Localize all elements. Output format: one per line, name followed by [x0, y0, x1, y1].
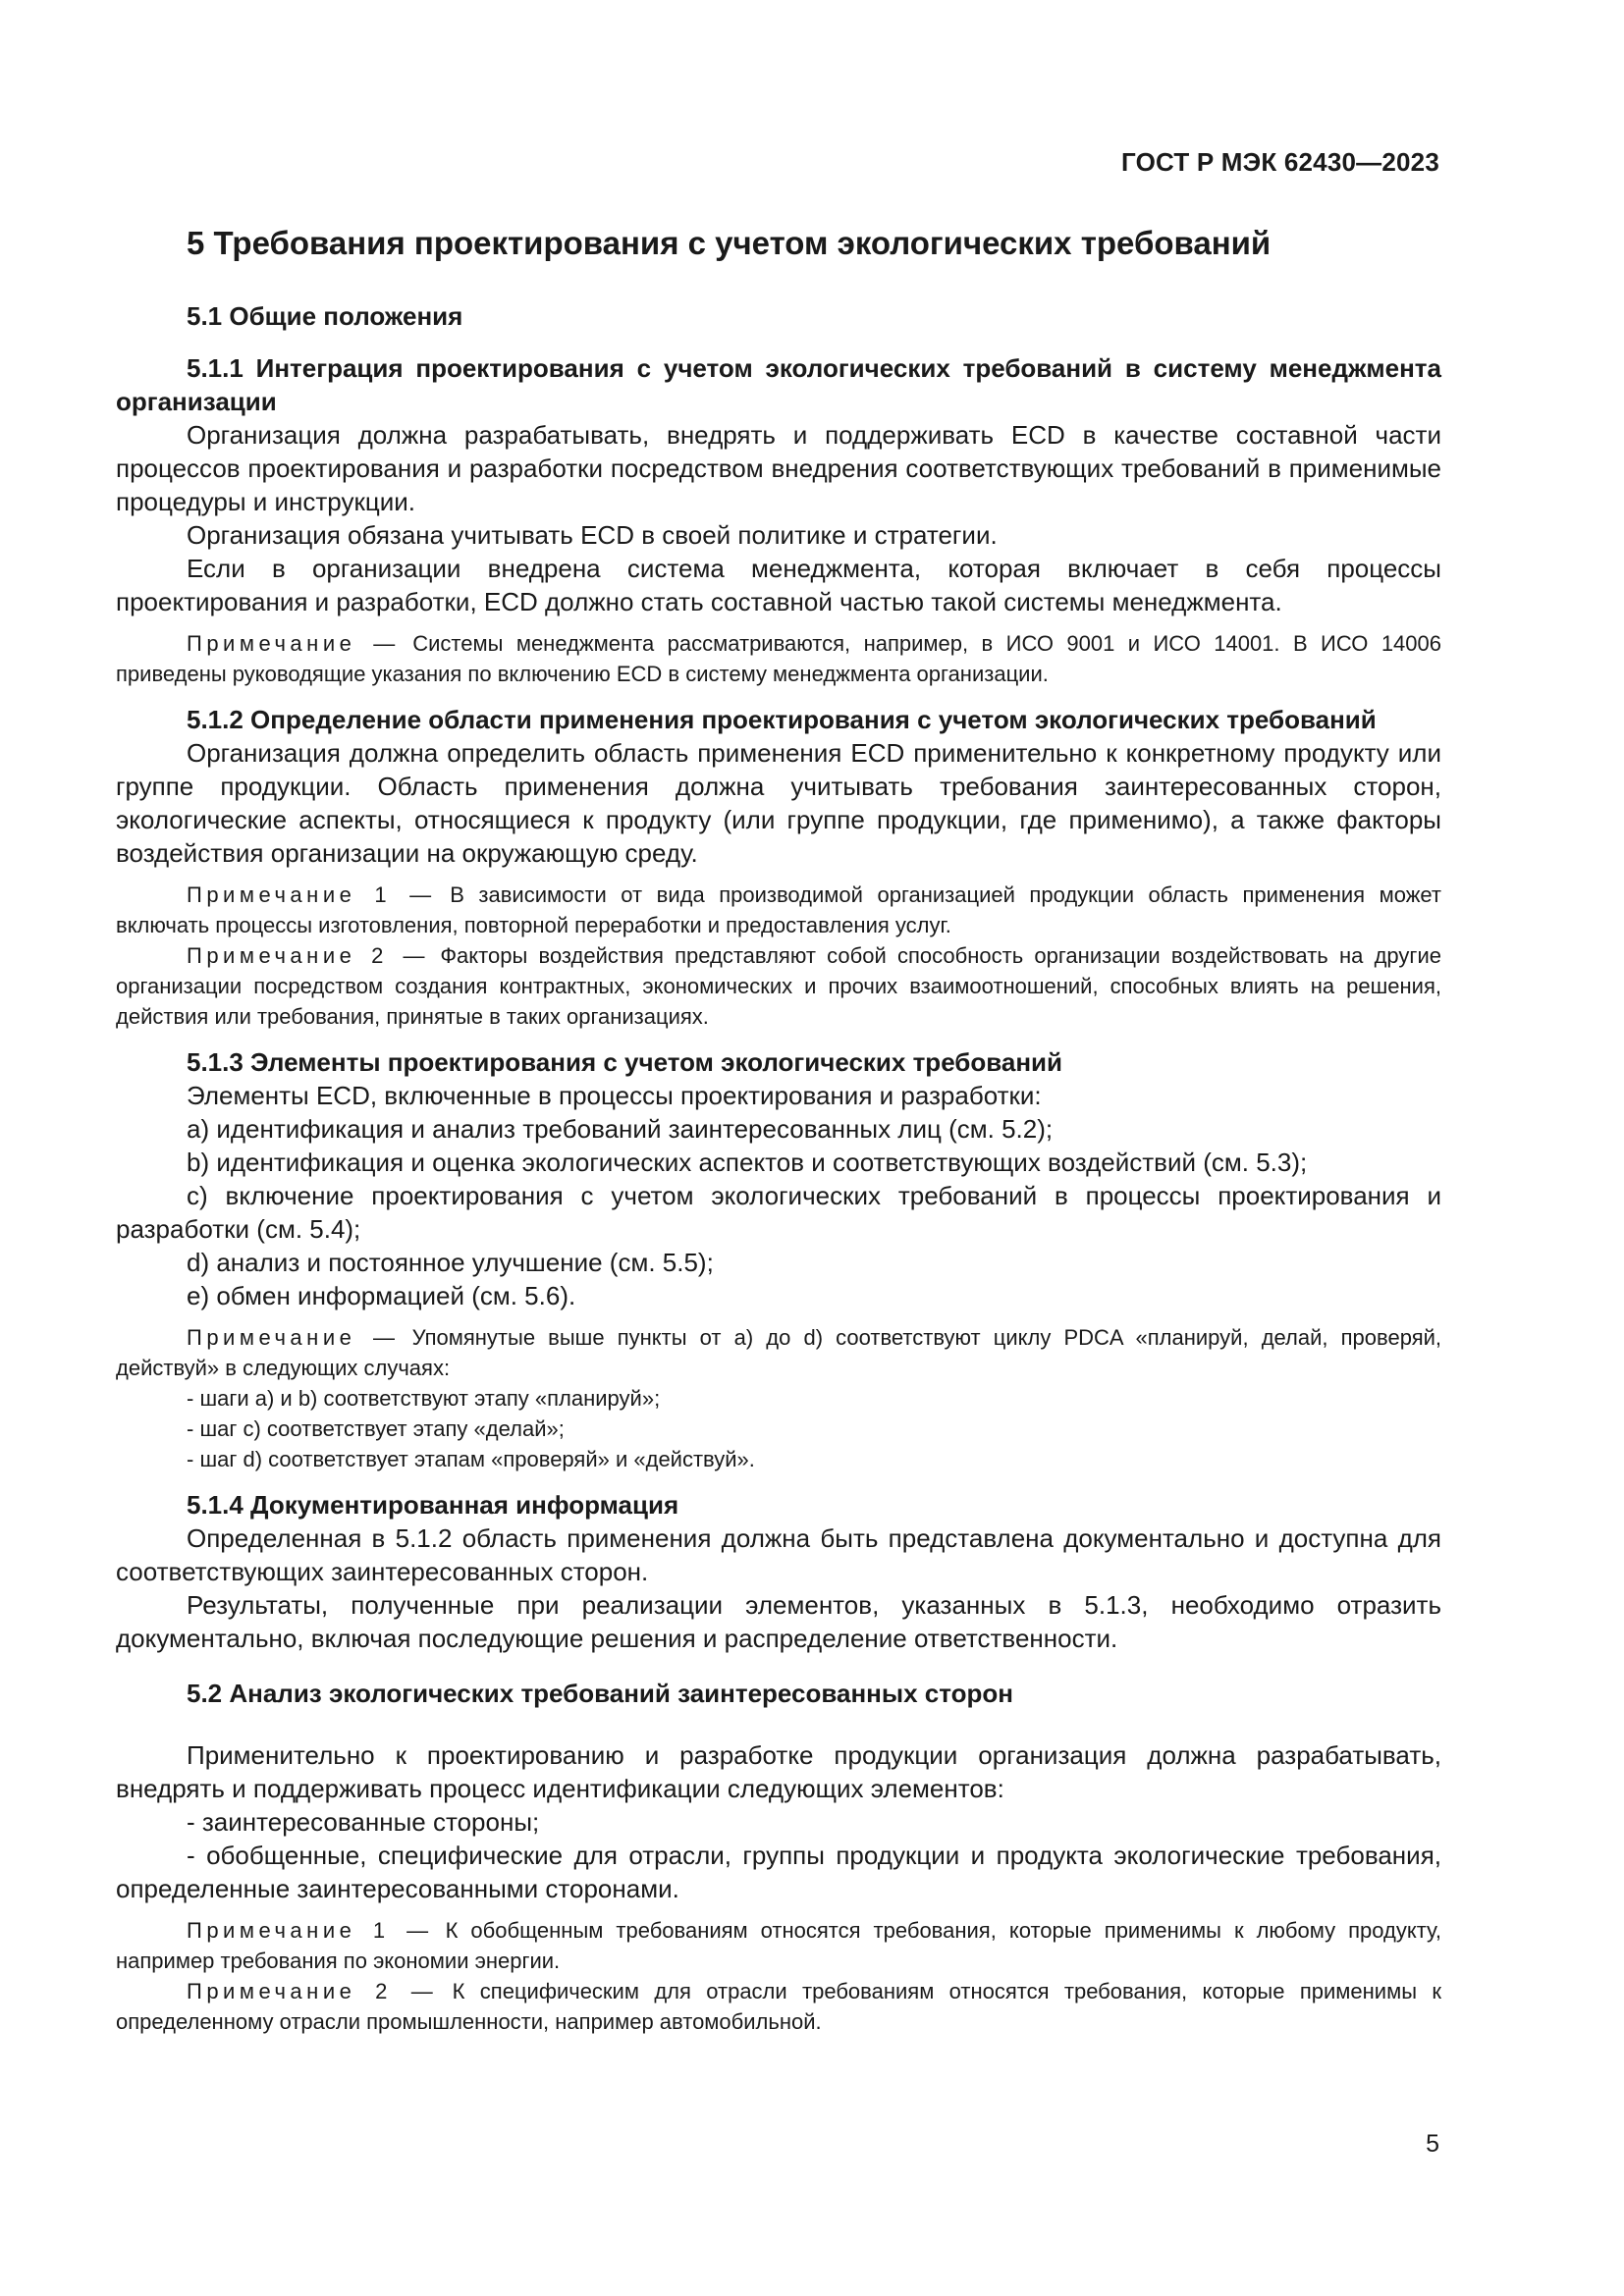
note-label: Примечание —	[187, 631, 400, 656]
paragraph: Организация должна разрабатывать, внедрять и поддерживать ECD в качестве составной части процессов проектирования и разработки посредством внедрения соответствующих требований в применимые процедуры и инструкции.	[116, 420, 1441, 516]
note-label: Примечание 1 —	[187, 882, 436, 907]
list-item: - заинтересованные стороны;	[187, 1807, 540, 1837]
note	[116, 1976, 1441, 2037]
list-item: e) обмен информацией (см. 5.6).	[187, 1281, 576, 1310]
paragraph: Элементы ECD, включенные в процессы проектирования и разработки:	[187, 1081, 1042, 1110]
note-text: Факторы воздействия представляют собой способность организации воздействовать на другие организации посредством создания контрактных, экономических и прочих взаимоотношений, способных влиять на решения, действия или требования, принятые в таких организациях.	[116, 943, 1441, 1029]
note-list-item: - шаг d) соответствует этапам «проверяй» и «действуй».	[187, 1447, 755, 1471]
note-text: В зависимости от вида производимой организацией продукции область применения может включать процессы изготовления, повторной переработки и предоставления услуг.	[116, 882, 1441, 937]
list-item: b) идентификация и оценка экологических аспектов и соответствующих воздействий (см. 5.3);	[187, 1148, 1308, 1177]
section-5-1-1-title: 5.1.1 Интеграция проектирования с учетом экологических требований в систему менеджмента организации	[116, 353, 1441, 416]
note	[116, 1322, 1441, 1383]
section-5-1-2-title: 5.1.2 Определение области применения проектирования с учетом экологических требований	[187, 705, 1377, 734]
page-content	[116, 221, 1441, 2037]
page-number: 5	[1426, 2130, 1439, 2158]
paragraph: Организация обязана учитывать ECD в своей политике и стратегии.	[187, 520, 998, 550]
section-5-2-title: 5.2 Анализ экологических требований заинтересованных сторон	[187, 1679, 1013, 1708]
note-list-item: - шаги a) и b) соответствуют этапу «планируй»;	[187, 1386, 661, 1411]
note-label: Примечание 1 —	[187, 1918, 433, 1943]
note-text: К специфическим для отрасли требованиям относятся требования, которые применимы к определенному отрасли промышленности, например автомобильной.	[116, 1979, 1441, 2034]
paragraph: Результаты, полученные при реализации элементов, указанных в 5.1.3, необходимо отразить документально, включая последующие решения и распределение ответственности.	[116, 1590, 1441, 1653]
paragraph: Если в организации внедрена система менеджмента, которая включает в себя процессы проектирования и разработки, ECD должно стать составной частью такой системы менеджмента.	[116, 554, 1441, 616]
paragraph: Применительно к проектированию и разработке продукции организация должна разрабатывать, внедрять и поддерживать процесс идентификации следующих элементов:	[116, 1740, 1441, 1803]
section-5-1-4-title: 5.1.4 Документированная информация	[187, 1490, 679, 1520]
note	[116, 628, 1441, 689]
list-item: c) включение проектирования с учетом экологических требований в процессы проектирования и разработки (см. 5.4);	[116, 1181, 1441, 1244]
note-text: К обобщенным требованиям относятся требования, которые применимы к любому продукту, например требования по экономии энергии.	[116, 1918, 1441, 1973]
list-item: a) идентификация и анализ требований заинтересованных лиц (см. 5.2);	[187, 1114, 1054, 1144]
note	[116, 1915, 1441, 1976]
note-list-item: - шаг c) соответствует этапу «делай»;	[187, 1416, 565, 1441]
note-text: Упомянутые выше пункты от a) до d) соответствуют циклу PDCA «планируй, делай, проверяй, действуй» в следующих случаях:	[116, 1325, 1442, 1380]
note	[116, 880, 1441, 940]
note-label: Примечание 2 —	[187, 1979, 438, 2003]
document-code-header: ГОСТ Р МЭК 62430—2023	[1120, 147, 1439, 177]
note-label: Примечание 2 —	[187, 943, 430, 968]
section-5-1-3-title: 5.1.3 Элементы проектирования с учетом экологических требований	[187, 1047, 1063, 1077]
section-5-title: 5 Требования проектирования с учетом экологических требований	[187, 225, 1272, 261]
paragraph: Определенная в 5.1.2 область применения должна быть представлена документально и доступна для соответствующих заинтересованных сторон.	[116, 1523, 1441, 1586]
list-item: d) анализ и постоянное улучшение (см. 5.5);	[187, 1248, 714, 1277]
paragraph: Организация должна определить область применения ECD применительно к конкретному продукту или группе продукции. Область применения должна учитывать требования заинтересованных сторон, экологические аспекты, относящиеся к продукту (или группе продукции, где применимо), а также факторы воздействия организации на окружающую среду.	[116, 738, 1441, 868]
list-item: - обобщенные, специфические для отрасли, группы продукции и продукта экологические требования, определенные заинтересованными сторонами.	[116, 1841, 1441, 1903]
note-label: Примечание —	[187, 1325, 400, 1350]
section-5-1-title: 5.1 Общие положения	[187, 301, 463, 331]
note-text: Системы менеджмента рассматриваются, например, в ИСО 9001 и ИСО 14001. В ИСО 14006 приведены руководящие указания по включению ECD в систему менеджмента организации.	[116, 631, 1441, 686]
note	[116, 940, 1441, 1032]
